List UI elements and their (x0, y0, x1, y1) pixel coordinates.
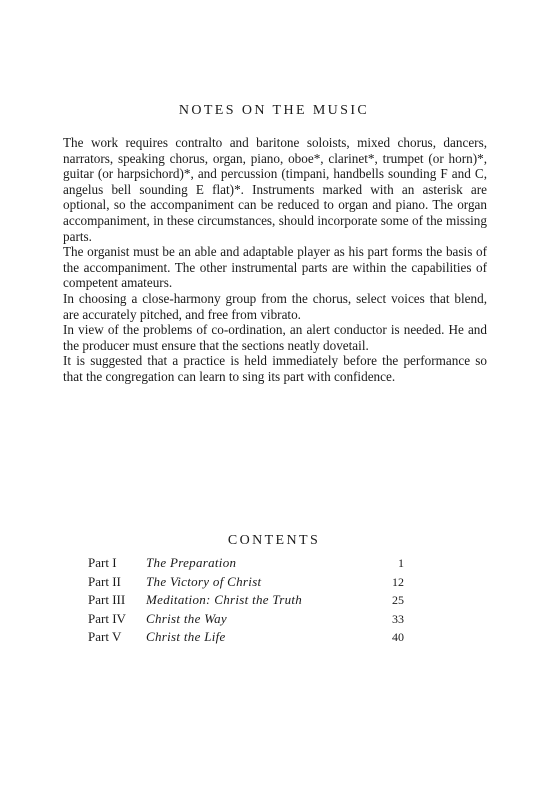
contents-page-number: 25 (392, 593, 404, 607)
notes-paragraph: It is suggested that a practice is held immediately before the performance so that the congregation can learn to sing its part with confidence. (63, 353, 487, 384)
contents-title-entry: The Victory of Christ (146, 573, 262, 589)
contents-part: Part II (88, 573, 121, 589)
contents-row (88, 611, 404, 630)
contents-page-number: 1 (398, 556, 404, 570)
notes-paragraph: The organist must be an able and adaptable player as his part forms the basis of the accompaniment. The other instrumental parts are within the capabilities of competent amateurs. (63, 244, 487, 291)
contents-page-number: 12 (392, 574, 404, 589)
contents-page-number: 33 (392, 611, 404, 626)
contents-page-number: 40 (392, 630, 404, 644)
contents-row (88, 574, 404, 593)
contents-title-entry: The Preparation (146, 555, 237, 570)
notes-heading: NOTES ON THE MUSIC (178, 103, 370, 118)
contents-part: Part IV (88, 610, 126, 626)
contents-title-entry: Christ the Life (146, 629, 226, 644)
contents-row (88, 629, 404, 648)
contents-part: Part V (88, 629, 122, 644)
contents-title-entry: Christ the Way (146, 610, 228, 626)
contents-part: Part III (88, 592, 126, 607)
contents-title-entry: Meditation: Christ the Truth (146, 592, 303, 607)
contents-row (88, 555, 404, 574)
contents-table (88, 555, 404, 648)
notes-body (63, 135, 487, 385)
notes-paragraph: The work requires contralto and baritone soloists, mixed chorus, dancers, narrators, speaking chorus, organ, piano, oboe*, clarinet*, trumpet (or horn)*, guitar (or harpsichord)*, and percussion (timpani, handbells sounding F and C, angelus bell sounding E flat)*. Instruments marked with an asterisk are optional, so the accompaniment can be reduced to organ and piano. The organ accompaniment, in these circumstances, should incorporate some of the missing parts. (63, 135, 487, 244)
contents-row (88, 592, 404, 611)
contents-part: Part I (88, 555, 117, 570)
notes-paragraph: In view of the problems of co-ordination, an alert conductor is needed. He and the producer must ensure that the sections neatly dovetail. (63, 322, 487, 353)
notes-paragraph: In choosing a close-harmony group from the chorus, select voices that blend, are accurately pitched, and free from vibrato. (63, 290, 487, 322)
contents-heading: CONTENTS (227, 533, 321, 548)
